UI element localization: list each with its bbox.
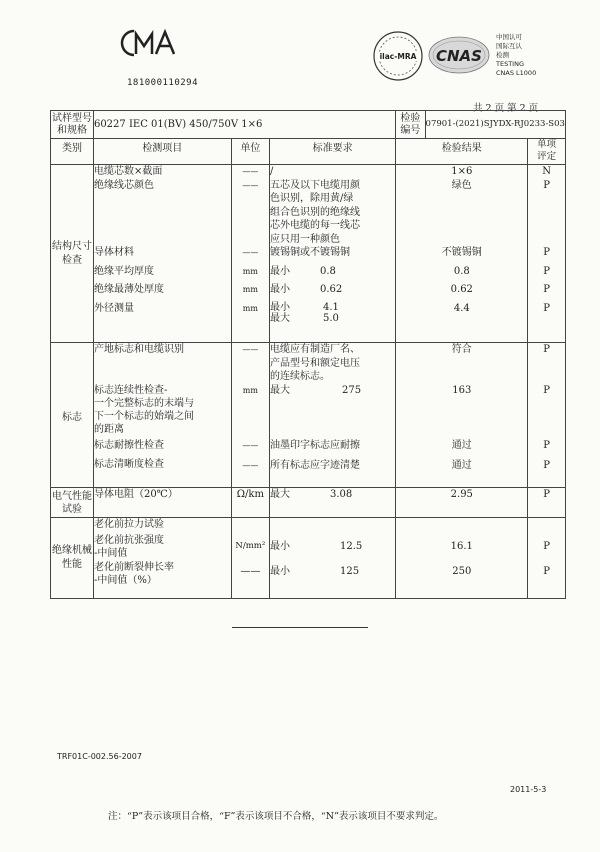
cnas-text-line: CNAS L1000: [496, 69, 537, 77]
item-marking-continuity: 标志连续性检查- 一个完整标志的末端与 下一个标志的始端之间 的距离: [93, 384, 194, 435]
issue-date: 2011-5-3: [510, 785, 547, 794]
page-info: 共 2 页 第 2 页: [473, 103, 539, 114]
item-conductor-material: 导体材料: [93, 247, 134, 258]
req-origin-marking: 电缆应有制造厂名、 产品型号和额定电压 的连续标志。: [270, 344, 361, 382]
unit-elongation: ——: [240, 566, 261, 577]
unit-conductor-material: ——: [242, 248, 259, 257]
cnas-text-line: 中国认可: [496, 33, 522, 41]
unit-marking-durability: ——: [242, 441, 259, 450]
verdict-core-color: P: [543, 179, 551, 191]
verdict-core-section: N: [542, 166, 552, 177]
unit-core-color: ——: [242, 180, 259, 190]
verdict-conductor-material: P: [543, 247, 551, 258]
verdict-insulation-avg: P: [543, 265, 551, 277]
result-marking-continuity: 163: [452, 384, 472, 396]
item-outer-diameter: 外径测量: [93, 302, 134, 314]
info-row: [51, 111, 566, 139]
cnas-accreditation-text: [496, 33, 536, 78]
col-category: 类别: [51, 139, 94, 165]
model-value: 60227 IEC 01(BV) 450/750V 1×6: [93, 111, 395, 139]
req-marking-durability: 油墨印字标志应耐擦: [270, 440, 361, 451]
verdict-marking-continuity: P: [543, 384, 551, 396]
unit-marking-continuity: mm: [242, 385, 258, 395]
unit-tensile-strength: N/mm²: [235, 540, 266, 551]
unit-insulation-avg: mm: [242, 266, 258, 276]
verdict-outer-diameter: P: [543, 302, 551, 314]
item-marking-durability: 标志耐擦性检查: [93, 439, 164, 451]
req-value: 12.5: [340, 540, 363, 552]
col-requirement: 标准要求: [270, 139, 396, 165]
cnas-text-line: 检测: [496, 51, 509, 59]
report-label: 检验 编号: [396, 111, 425, 139]
ilac-mra-logo: [372, 30, 424, 82]
req-label: 最大: [270, 489, 291, 500]
result-insulation-min: 0.62: [450, 284, 473, 295]
result-core-color: 绿色: [451, 179, 472, 191]
svg-text:CNAS: CNAS: [436, 47, 482, 65]
certificate-number: 181000110294: [127, 78, 199, 88]
cnas-logo: [428, 36, 490, 74]
category-mechanical: 绝缘机械 性能: [51, 518, 94, 599]
req-value: 3.08: [330, 489, 353, 500]
section-structure: [51, 165, 566, 343]
unit-insulation-min: mm: [242, 285, 258, 294]
column-header-row: [51, 139, 566, 165]
verdict-tensile-strength: P: [543, 540, 551, 552]
col-verdict: 单项 评定: [528, 139, 566, 165]
result-marking-durability: 通过: [451, 440, 472, 451]
unit-core-section: ——: [242, 167, 259, 176]
result-conductor-material: 不镀锡铜: [441, 247, 482, 258]
req-core-section: /: [270, 166, 274, 177]
item-insulation-min-thickness: 绝缘最薄处厚度: [93, 284, 164, 295]
req-label: 最小: [270, 284, 291, 295]
item-tensile-strength: 老化前抗张强度 -中间值: [93, 534, 164, 559]
result-insulation-avg: 0.8: [453, 265, 470, 277]
unit-conductor-resistance: Ω/km: [236, 489, 264, 500]
form-code: TRF01C-002.56-2007: [57, 752, 142, 761]
req-value: 0.62: [320, 284, 343, 295]
verdict-insulation-min: P: [543, 284, 551, 295]
section-electrical: [51, 488, 566, 518]
cma-logo: [120, 28, 182, 58]
req-marking-legibility: 所有标志应字迹清楚: [270, 459, 361, 471]
item-core-color: 绝缘线芯颜色: [93, 179, 154, 191]
req-label: 最小 最大: [270, 301, 291, 324]
req-label: 最小: [270, 540, 291, 552]
svg-text:ilac-MRA: ilac-MRA: [379, 52, 417, 61]
result-origin-marking: 符合: [451, 344, 472, 355]
item-elongation: 老化前断裂伸长率 -中间值（%）: [93, 561, 174, 586]
verdict-conductor-resistance: P: [543, 489, 551, 500]
item-origin-marking: 产地标志和电缆识别: [93, 344, 184, 355]
item-marking-legibility: 标志清晰度检查: [93, 459, 164, 470]
end-of-table-line: [232, 627, 368, 628]
result-conductor-resistance: 2.95: [450, 489, 473, 500]
result-outer-diameter: 4.4: [453, 302, 470, 314]
req-label: 最小: [270, 265, 291, 277]
req-value: 275: [342, 384, 362, 396]
col-result: 检验结果: [396, 139, 528, 165]
result-elongation: 250: [452, 566, 472, 577]
item-core-section: 电缆芯数×截面: [93, 166, 163, 177]
req-value: 125: [340, 566, 360, 577]
section-marking: [51, 343, 566, 488]
unit-marking-legibility: ——: [242, 460, 259, 470]
verdict-note: 注：“P”表示该项目合格，“F”表示该项目不合格，“N”表示该项目不要求判定。: [108, 811, 444, 822]
category-marking: 标志: [51, 343, 94, 488]
col-item: 检测项目: [93, 139, 231, 165]
category-structure: 结构尺寸 检查: [51, 165, 94, 343]
unit-origin-marking: ——: [242, 345, 259, 354]
req-core-color: 五芯及以下电缆用颜 色识别，除用黄/绿 组合色识别的绝缘线 芯外电缆的每一线芯 应只用一种颜色: [270, 179, 361, 245]
cnas-text-line: 国际互认: [496, 42, 522, 50]
model-label: 试样型号 和规格: [51, 111, 94, 139]
cnas-text-line: TESTING: [496, 60, 524, 68]
req-label: 最小: [270, 566, 291, 577]
unit-outer-diameter: mm: [242, 303, 258, 313]
item-insulation-avg-thickness: 绝缘平均厚度: [93, 265, 154, 277]
result-core-section: 1×6: [451, 166, 473, 177]
category-electrical: 电气性能 试验: [51, 488, 94, 518]
item-conductor-resistance: 导体电阻（20℃）: [93, 489, 178, 500]
test-report-table: [50, 110, 566, 599]
req-value: 0.8: [320, 265, 336, 277]
req-value: 4.1 5.0: [323, 301, 339, 324]
result-tensile-strength: 16.1: [450, 540, 473, 552]
col-unit: 单位: [231, 139, 269, 165]
req-conductor-material: 镀锡铜或不镀锡铜: [270, 247, 351, 258]
result-marking-legibility: 通过: [451, 459, 472, 471]
verdict-elongation: P: [543, 566, 551, 577]
item-tensile-test: 老化前拉力试验: [93, 519, 164, 530]
verdict-origin-marking: P: [543, 344, 551, 355]
section-mechanical: [51, 518, 566, 599]
req-label: 最大: [270, 384, 291, 396]
verdict-marking-legibility: P: [543, 459, 551, 471]
report-value: 07901-(2021)SJYDX-RJ0233-S03: [425, 111, 565, 139]
verdict-marking-durability: P: [543, 440, 551, 451]
